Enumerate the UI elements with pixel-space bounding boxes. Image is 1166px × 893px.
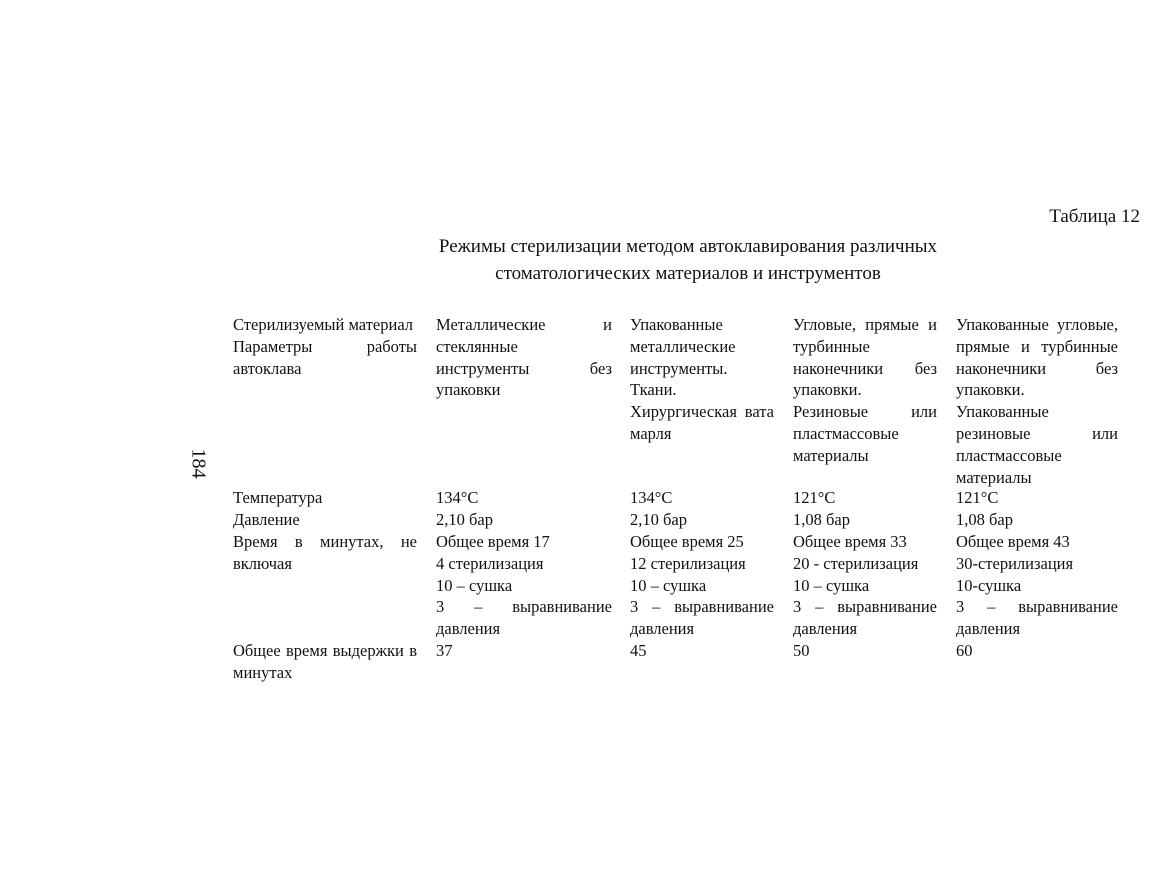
temperature-cell-2: 134°С bbox=[630, 488, 673, 507]
time-sterilization: 30-стерилизация bbox=[956, 553, 1074, 573]
header-column-4: Упакованные угловые, прямые и турбинные наконечники без упаковки. Упакованные резиновые или пластмассовые материалы bbox=[956, 315, 1118, 487]
table-label: Таблица 12 bbox=[1049, 206, 1140, 227]
time-cell-2 bbox=[630, 531, 774, 640]
time-pressure-leveling: 3 – выравнивание давления bbox=[630, 597, 774, 639]
temperature-cell-4: 121°С bbox=[956, 488, 999, 507]
time-sterilization: 20 - стерилизация bbox=[793, 553, 919, 573]
pressure-cell-1: 2,10 бар bbox=[436, 510, 493, 529]
table-title-line-1: Режимы стерилизации методом автоклавирования различных bbox=[438, 236, 938, 257]
time-sterilization: 12 стерилизация bbox=[630, 553, 746, 573]
row-label-temperature: Температура bbox=[233, 488, 323, 507]
total-exposure-cell-1: 37 bbox=[436, 641, 453, 660]
header-column-1: Металлические и стеклянные инструменты без упаковки bbox=[436, 315, 612, 400]
header-column-2: Упакованные металлические инструменты. Ткани. Хирургическая вата марля bbox=[630, 315, 774, 443]
time-drying: 10 – сушка bbox=[436, 575, 513, 595]
time-pressure-leveling: 3 – выравнивание давления bbox=[793, 597, 937, 639]
time-cell-1 bbox=[436, 531, 612, 640]
table-title bbox=[368, 233, 1008, 287]
time-pressure-leveling: 3 – выравнивание давления bbox=[436, 597, 612, 639]
temperature-cell-3: 121°С bbox=[793, 488, 836, 507]
time-drying: 10 – сушка bbox=[630, 575, 707, 595]
header-parameters-label: Параметры работы автоклава bbox=[233, 336, 417, 378]
header-column-3: Угловые, прямые и турбинные наконечники без упаковки. Резиновые или пластмассовые материалы bbox=[793, 315, 937, 465]
time-total: Общее время 33 bbox=[793, 532, 907, 551]
time-total: Общее время 17 bbox=[436, 532, 550, 551]
time-pressure-leveling: 3 – выравнивание давления bbox=[956, 597, 1118, 639]
pressure-cell-2: 2,10 бар bbox=[630, 510, 687, 529]
time-drying: 10 – сушка bbox=[793, 575, 870, 595]
temperature-cell-1: 134°С bbox=[436, 488, 479, 507]
time-cell-4 bbox=[956, 531, 1118, 640]
header-material-label: Стерилизуемый материал bbox=[233, 315, 414, 334]
total-exposure-cell-4: 60 bbox=[956, 641, 973, 660]
time-sterilization: 4 стерилизация bbox=[436, 553, 544, 573]
total-exposure-cell-2: 45 bbox=[630, 641, 647, 660]
header-corner-cell bbox=[233, 314, 417, 379]
page-number: 184 bbox=[187, 448, 210, 479]
time-cell-3 bbox=[793, 531, 937, 640]
time-total: Общее время 43 bbox=[956, 532, 1070, 551]
pressure-cell-3: 1,08 бар bbox=[793, 510, 850, 529]
total-exposure-cell-3: 50 bbox=[793, 641, 810, 660]
row-label-time: Время в минутах, не включая bbox=[233, 532, 417, 573]
table-title-line-2: стоматологических материалов и инструментов bbox=[495, 263, 881, 284]
row-label-pressure: Давление bbox=[233, 510, 300, 529]
row-label-total-exposure: Общее время выдержки в минутах bbox=[233, 641, 417, 682]
time-total: Общее время 25 bbox=[630, 532, 744, 551]
time-drying: 10-сушка bbox=[956, 575, 1022, 595]
pressure-cell-4: 1,08 бар bbox=[956, 510, 1013, 529]
